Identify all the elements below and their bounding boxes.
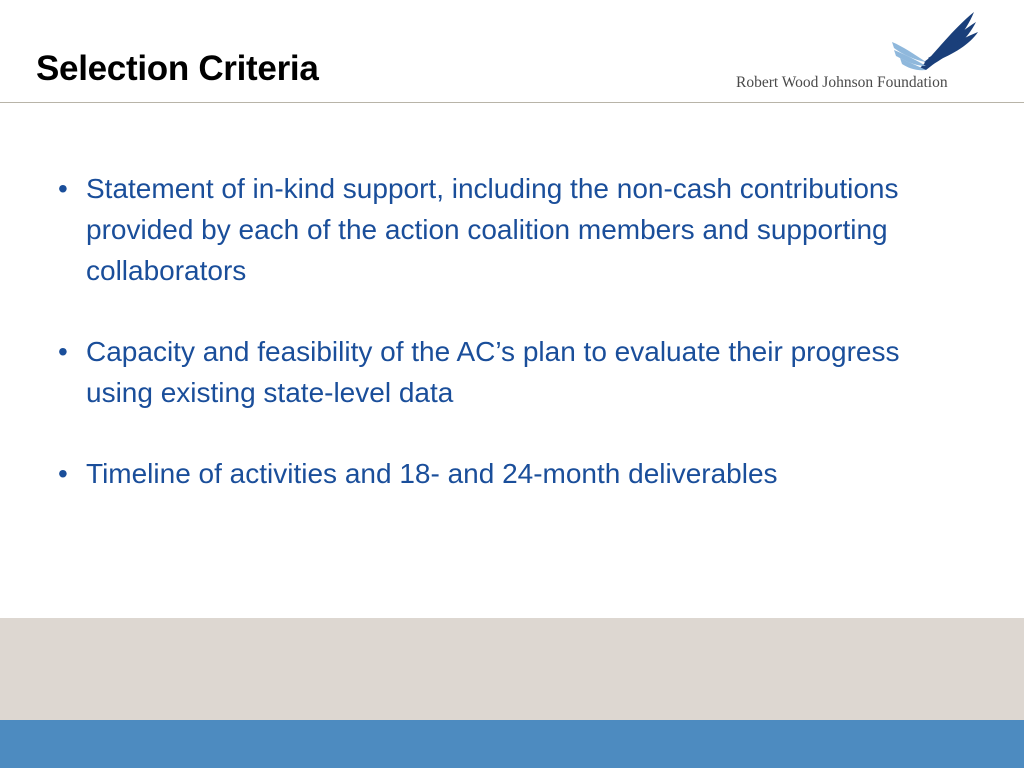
bullet-list bbox=[58, 168, 958, 534]
footer-band-beige bbox=[0, 618, 1024, 720]
footer-band-blue bbox=[0, 720, 1024, 768]
foundation-logo bbox=[736, 10, 986, 96]
header-divider bbox=[0, 102, 1024, 103]
wing-logo-icon bbox=[892, 10, 986, 72]
bullet-text: Statement of in-kind support, including the non-cash contributions provided by each of the action coalition members and supporting collaborators bbox=[86, 173, 899, 286]
bullet-icon: • bbox=[58, 336, 68, 367]
bullet-icon: • bbox=[58, 458, 68, 489]
bullet-text: Capacity and feasibility of the AC’s plan to evaluate their progress using existing state-level data bbox=[86, 336, 900, 408]
bullet-item bbox=[58, 453, 958, 494]
logo-text: Robert Wood Johnson Foundation bbox=[736, 74, 948, 91]
bullet-item bbox=[58, 331, 958, 413]
bullet-item bbox=[58, 168, 958, 291]
bullet-icon: • bbox=[58, 173, 68, 204]
bullet-text: Timeline of activities and 18- and 24-month deliverables bbox=[86, 458, 778, 489]
slide-title: Selection Criteria bbox=[36, 49, 319, 88]
